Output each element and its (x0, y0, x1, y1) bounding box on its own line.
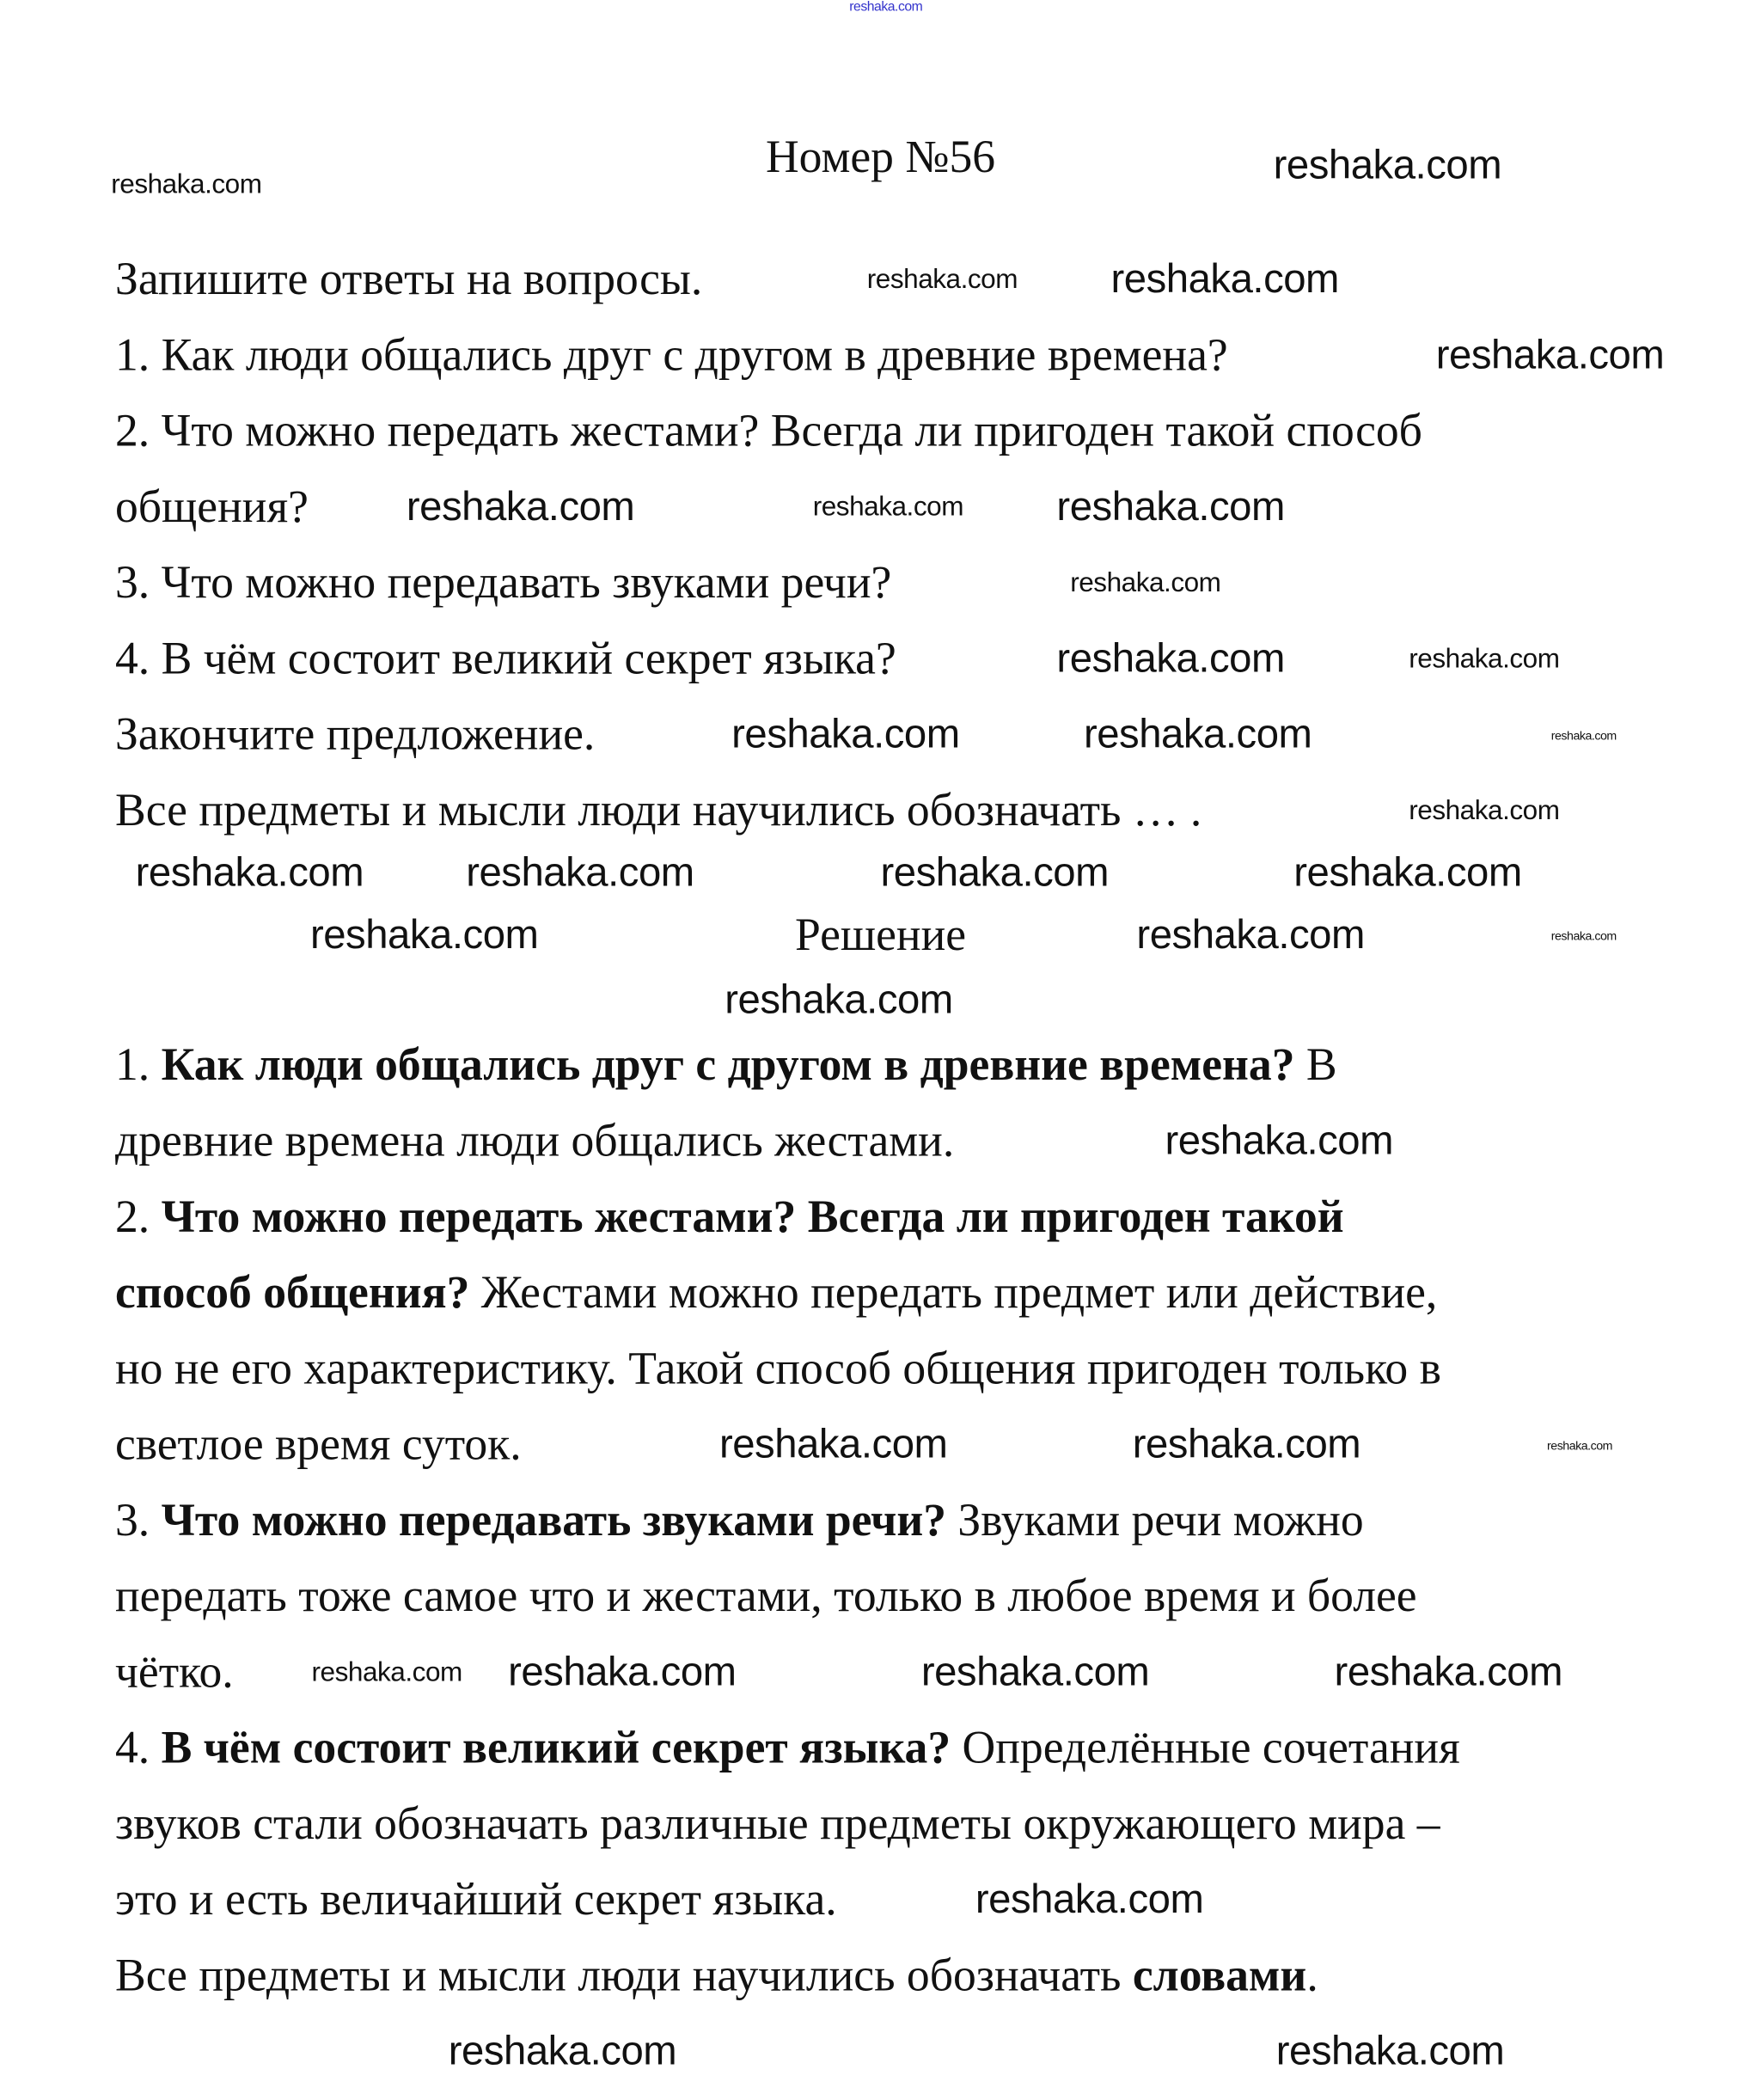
watermark: reshaka.com (466, 850, 694, 896)
watermark: reshaka.com (508, 1650, 737, 1695)
watermark: reshaka.com (1132, 1422, 1361, 1467)
watermark: reshaka.com (866, 265, 1018, 295)
final-period: . (1306, 1950, 1318, 2002)
watermark: reshaka.com (1409, 796, 1560, 826)
watermark: reshaka.com (1293, 850, 1522, 896)
watermark: reshaka.com (1165, 1118, 1394, 1164)
answer-4-cont: звуков стали обозначать различные предметы окружающего мира – (114, 1799, 1440, 1850)
answer-question: Что можно передать жестами? Всегда ли пригоден такой (161, 1192, 1344, 1243)
watermark: reshaka.com (1275, 2029, 1505, 2074)
answer-3 (115, 1495, 1364, 1549)
question-4: 4. В чём состоит великий секрет языка? (114, 634, 896, 684)
answer-question: Что можно передавать звуками речи? (161, 1496, 947, 1546)
watermark: reshaka.com (1056, 636, 1285, 682)
watermark: reshaka.com (406, 484, 635, 530)
answer-1 (115, 1039, 1337, 1093)
watermark: reshaka.com (1334, 1650, 1563, 1695)
watermark: reshaka.com (135, 850, 364, 896)
question-2-cont: общения? (114, 482, 309, 533)
watermark: reshaka.com (1550, 929, 1617, 943)
question-2: 2. Что можно передать жестами? Всегда ли пригоден такой способ (114, 406, 1422, 457)
answer-text: В (1294, 1040, 1337, 1091)
answer-3-cont: передать тоже самое что и жестами, только в любое время и более (114, 1571, 1417, 1622)
answer-text: Определённые сочетания (951, 1723, 1460, 1774)
watermark: reshaka.com (1435, 333, 1665, 378)
watermark: reshaka.com (725, 977, 953, 1023)
watermark: reshaka.com (920, 1650, 1150, 1695)
question-3: 3. Что можно передавать звуками речи? (114, 558, 892, 609)
watermark: reshaka.com (1409, 644, 1560, 675)
watermark: reshaka.com (1273, 143, 1502, 188)
question-1: 1. Как люди общались друг с другом в древние времена? (114, 330, 1228, 381)
answer-4-cont: это и есть величайший секрет языка. (114, 1875, 837, 1926)
answer-question: способ общения? (114, 1268, 470, 1319)
final-answer: словами (1132, 1950, 1307, 2002)
watermark: reshaka.com (1136, 912, 1365, 958)
watermark: reshaka.com (731, 712, 960, 757)
watermark: reshaka.com (448, 2029, 677, 2074)
final-sentence (115, 1950, 1318, 2004)
watermark: reshaka.com (1547, 1438, 1613, 1453)
answer-number: 2. (114, 1192, 162, 1243)
watermark: reshaka.com (718, 1422, 948, 1467)
answer-4 (115, 1722, 1460, 1776)
answer-1-cont: древние времена люди общались жестами. (114, 1116, 955, 1167)
watermark: reshaka.com (1083, 712, 1312, 757)
task-complete: Закончите предложение. (114, 709, 596, 761)
answer-text: Жестами можно передать предмет или действие, (469, 1268, 1438, 1319)
answer-number: 1. (114, 1040, 162, 1091)
watermark: reshaka.com (1110, 257, 1339, 303)
answer-2-cont: светлое время суток. (114, 1419, 522, 1471)
watermark: reshaka.com (309, 912, 539, 958)
watermark: reshaka.com (1550, 728, 1617, 743)
answer-number: 4. (114, 1723, 162, 1774)
watermark: reshaka.com (849, 0, 923, 15)
answer-question: Как люди общались друг с другом в древние времена? (161, 1040, 1295, 1091)
watermark: reshaka.com (111, 169, 262, 200)
watermark: reshaka.com (1056, 484, 1285, 530)
watermark: reshaka.com (812, 492, 963, 523)
answer-text: Звуками речи можно (946, 1496, 1364, 1546)
task-intro: Запишите ответы на вопросы. (114, 254, 703, 305)
task-sentence: Все предметы и мысли люди научились обозначать … . (114, 786, 1202, 836)
answer-2-cont: но не его характеристику. Такой способ общения пригоден только в (114, 1344, 1441, 1394)
page-title: Номер №56 (765, 132, 996, 183)
watermark: reshaka.com (311, 1657, 462, 1688)
answer-2-cont (115, 1267, 1437, 1321)
final-text: Все предметы и мысли люди научились обозначать (114, 1950, 1133, 2002)
watermark: reshaka.com (975, 1877, 1204, 1923)
solution-heading: Решение (794, 910, 967, 961)
watermark: reshaka.com (1070, 568, 1221, 598)
answer-question: В чём состоит великий секрет языка? (161, 1723, 951, 1774)
answer-2 (115, 1191, 1344, 1245)
answer-3-cont: чётко. (114, 1647, 234, 1698)
answer-number: 3. (114, 1496, 162, 1546)
watermark: reshaka.com (880, 850, 1110, 896)
